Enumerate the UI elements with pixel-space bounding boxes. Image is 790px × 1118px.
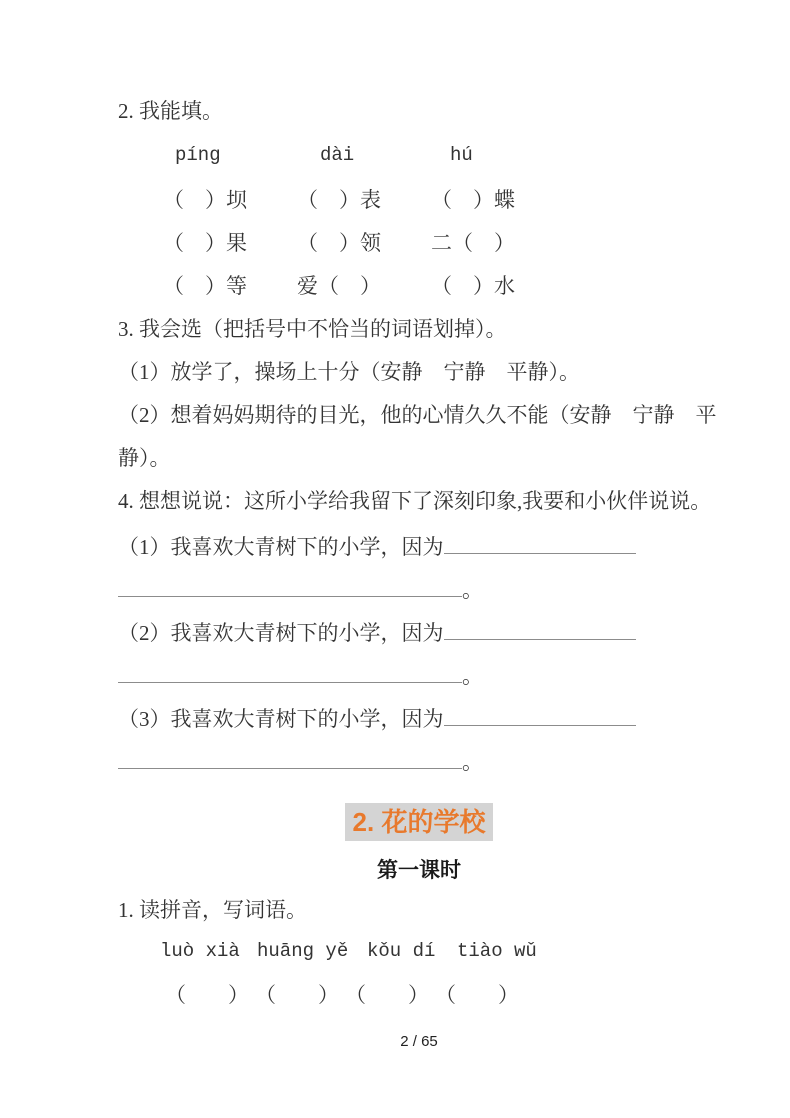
fill-blank-cell: （ ）水 [431,274,515,298]
q3-label: 3. 我会选（把括号中不恰当的词语划掉）。 [118,317,507,341]
q4-item-1-line-2 [118,572,720,602]
fill-blank-cell: （ ）坝 [163,188,247,212]
q4-item-prefix: （3）我喜欢大青树下的小学，因为 [118,707,444,731]
answer-blank-line [444,529,636,554]
lesson-title: 2. 花的学校 [345,803,494,841]
lesson-q1-pinyin-row [160,938,720,964]
q4-item-1-line-1 [118,529,720,559]
q2-fill-row-1 [163,185,720,215]
fill-blank-cell: （ ）表 [297,188,381,212]
page-number-indicator: 2 / 65 [400,1033,438,1050]
answer-blank-line [444,701,636,726]
session-heading: 第一课时 [377,858,461,882]
q3-item-2-line-2: 静）。 [118,446,171,470]
q3-item-2-line-1: （2）想着妈妈期待的目光，他的心情久久不能（安静 宁静 平 [118,403,717,427]
q2-fill-row-2 [163,228,720,258]
pinyin-hint: kǒu dí [367,940,436,962]
answer-blank-line [444,615,636,640]
fill-blank-cell: （ ） [165,983,249,1007]
q4-item-2-line-2 [118,658,720,688]
fill-blank-cell: （ ）蝶 [431,188,515,212]
lesson-q1-fill-row [165,980,720,1010]
pinyin-hint: dài [320,144,355,166]
q2-pinyin-row [175,142,720,168]
fill-blank-cell: （ ）领 [297,231,381,255]
pinyin-hint: hú [450,144,473,166]
q4-label: 4. 想想说说：这所小学给我留下了深刻印象,我要和小伙伴说说。 [118,489,712,513]
fill-blank-cell: （ ）等 [163,274,247,298]
q4-item-prefix: （1）我喜欢大青树下的小学，因为 [118,535,444,559]
answer-blank-line [118,658,462,683]
answer-blank-line [118,744,462,769]
pinyin-hint: huāng yě [257,940,349,962]
q4-item-3-line-2 [118,744,720,774]
fill-blank-cell: 二（ ） [431,231,515,255]
lesson-q1-label: 1. 读拼音，写词语。 [118,898,307,922]
q4-item-2-line-1 [118,615,720,645]
q2-fill-row-3 [163,271,720,301]
fill-blank-cell: （ ） [435,983,519,1007]
q4-item-prefix: （2）我喜欢大青树下的小学，因为 [118,621,444,645]
q4-item-3-line-1 [118,701,720,731]
end-punctuation: 。 [462,664,483,688]
fill-blank-cell: 爱（ ） [297,274,381,298]
pinyin-hint: tiào wǔ [457,940,537,962]
fill-blank-cell: （ ） [345,983,429,1007]
end-punctuation: 。 [462,578,483,602]
pinyin-hint: luò xià [160,940,240,962]
q3-item-1: （1）放学了，操场上十分（安静 宁静 平静）。 [118,360,580,384]
end-punctuation: 。 [462,750,483,774]
q2-label: 2. 我能填。 [118,99,223,123]
fill-blank-cell: （ ）果 [163,231,247,255]
lesson-title-block [118,803,720,841]
answer-blank-line [118,572,462,597]
fill-blank-cell: （ ） [255,983,339,1007]
pinyin-hint: píng [175,144,221,166]
